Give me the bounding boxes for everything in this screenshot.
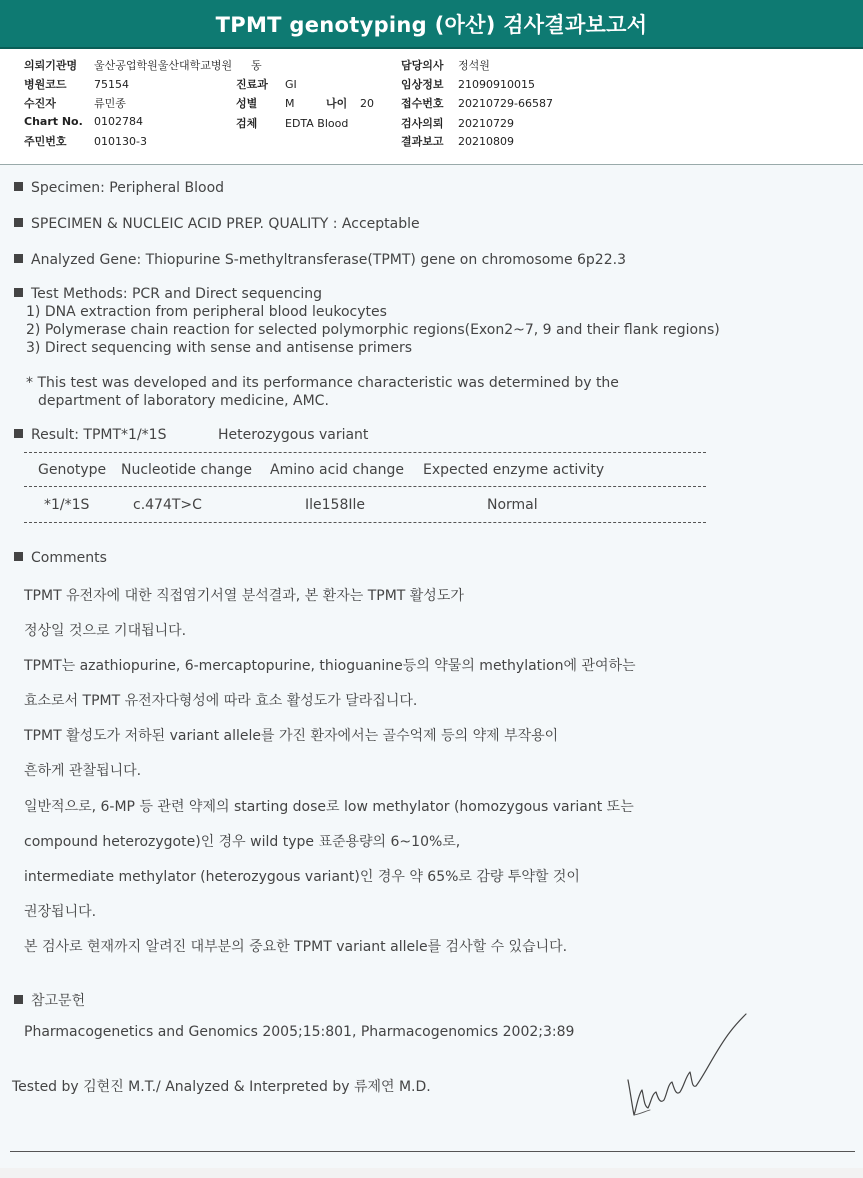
comment-line: 일반적으로, 6-MP 등 관련 약제의 starting dose로 low methylator (homozygous variant 또는 — [24, 799, 634, 815]
result-heading: Result: TPMT*1/*1S — [14, 427, 166, 443]
bullet-square-icon — [14, 429, 23, 438]
methods-heading: Test Methods: PCR and Direct sequencing — [14, 286, 322, 302]
info-specimen-type: 검체 EDTA Blood — [236, 117, 349, 130]
cell-enzyme-activity: Normal — [487, 497, 538, 513]
info-hospital-code: 병원코드 75154 — [24, 78, 129, 91]
info-department: 진료과 GI — [236, 78, 297, 91]
cell-amino-acid: Ile158Ile — [305, 497, 365, 513]
bottom-divider — [10, 1151, 855, 1152]
patient-info-box — [0, 49, 863, 165]
col-header-amino-acid: Amino acid change — [270, 462, 405, 478]
info-accession-no: 접수번호 20210729-66587 — [401, 97, 553, 110]
info-chart-no: Chart No. 0102784 — [24, 115, 143, 128]
bullet-square-icon — [14, 995, 23, 1004]
comment-line: 흔하게 관찰됩니다. — [24, 763, 142, 779]
references-heading: 참고문헌 — [14, 990, 85, 1010]
comment-line: TPMT 유전자에 대한 직접염기서열 분석결과, 본 환자는 TPMT 활성도가 — [24, 588, 464, 604]
comment-line: 권장됩니다. — [24, 904, 97, 920]
info-request-date: 검사의뢰 20210729 — [401, 117, 514, 130]
references-text: Pharmacogenetics and Genomics 2005;15:801, Pharmacogenomics 2002;3:89 — [24, 1024, 575, 1040]
table-divider — [24, 452, 706, 453]
col-header-genotype: Genotype — [38, 462, 107, 478]
quality-line: SPECIMEN & NUCLEIC ACID PREP. QUALITY : Acceptable — [14, 216, 420, 232]
comment-line: 정상일 것으로 기대됩니다. — [24, 623, 187, 639]
comment-line: 본 검사로 현재까지 알려진 대부분의 중요한 TPMT variant allele를 검사할 수 있습니다. — [24, 939, 568, 955]
cell-nucleotide: c.474T>C — [133, 497, 202, 513]
bullet-square-icon — [14, 288, 23, 297]
comment-line: TPMT 활성도가 저하된 variant allele를 가진 환자에서는 골수억제 등의 약제 부작용이 — [24, 728, 559, 744]
bullet-square-icon — [14, 182, 23, 191]
table-divider — [24, 486, 706, 487]
info-sex: 성별 M — [236, 97, 295, 110]
info-patient: 수진자 류민종 — [24, 97, 126, 110]
method-note-line-1: * This test was developed and its performance characteristic was determined by the — [26, 375, 619, 391]
result-status: Heterozygous variant — [218, 427, 369, 443]
method-note-line-2: department of laboratory medicine, AMC. — [38, 393, 329, 409]
table-divider — [24, 522, 706, 523]
method-step-2: 2) Polymerase chain reaction for selected polymorphic regions(Exon2~7, 9 and their flank regions) — [26, 322, 720, 338]
info-institution-suffix: 동 — [251, 59, 262, 72]
cell-genotype: *1/*1S — [44, 497, 90, 513]
signoff-line: Tested by 김현진 M.T./ Analyzed & Interpreted by 류제연 M.D. — [12, 1079, 431, 1095]
comments-heading: Comments — [14, 550, 107, 566]
analyzed-gene-line: Analyzed Gene: Thiopurine S-methyltransferase(TPMT) gene on chromosome 6p22.3 — [14, 252, 626, 268]
col-header-enzyme-activity: Expected enzyme activity — [423, 462, 605, 478]
report-title: TPMT genotyping (아산) 검사결과보고서 — [0, 0, 863, 49]
comment-line: 효소로서 TPMT 유전자다형성에 따라 효소 활성도가 달라집니다. — [24, 693, 418, 709]
col-header-nucleotide: Nucleotide change — [121, 462, 252, 478]
bullet-square-icon — [14, 552, 23, 561]
method-step-3: 3) Direct sequencing with sense and antisense primers — [26, 340, 413, 356]
signature-image — [620, 1010, 760, 1125]
info-resident-no: 주민번호 010130-3 — [24, 135, 147, 148]
info-clinical-info: 임상정보 21090910015 — [401, 78, 535, 91]
info-institution: 의뢰기관명 울산공업학원울산대학교병원 — [24, 59, 233, 72]
comment-line: intermediate methylator (heterozygous variant)인 경우 약 65%로 감량 투약할 것이 — [24, 869, 580, 885]
bullet-square-icon — [14, 254, 23, 263]
method-step-1: 1) DNA extraction from peripheral blood leukocytes — [26, 304, 387, 320]
info-age: 나이 20 — [326, 97, 374, 110]
comment-line: TPMT는 azathiopurine, 6-mercaptopurine, thioguanine등의 약물의 methylation에 관여하는 — [24, 658, 636, 674]
info-report-date: 결과보고 20210809 — [401, 135, 514, 148]
comment-line: compound heterozygote)인 경우 wild type 표준용량의 6~10%로, — [24, 834, 461, 850]
specimen-line: Specimen: Peripheral Blood — [14, 180, 224, 196]
bullet-square-icon — [14, 218, 23, 227]
info-physician: 담당의사 정석원 — [401, 59, 490, 72]
